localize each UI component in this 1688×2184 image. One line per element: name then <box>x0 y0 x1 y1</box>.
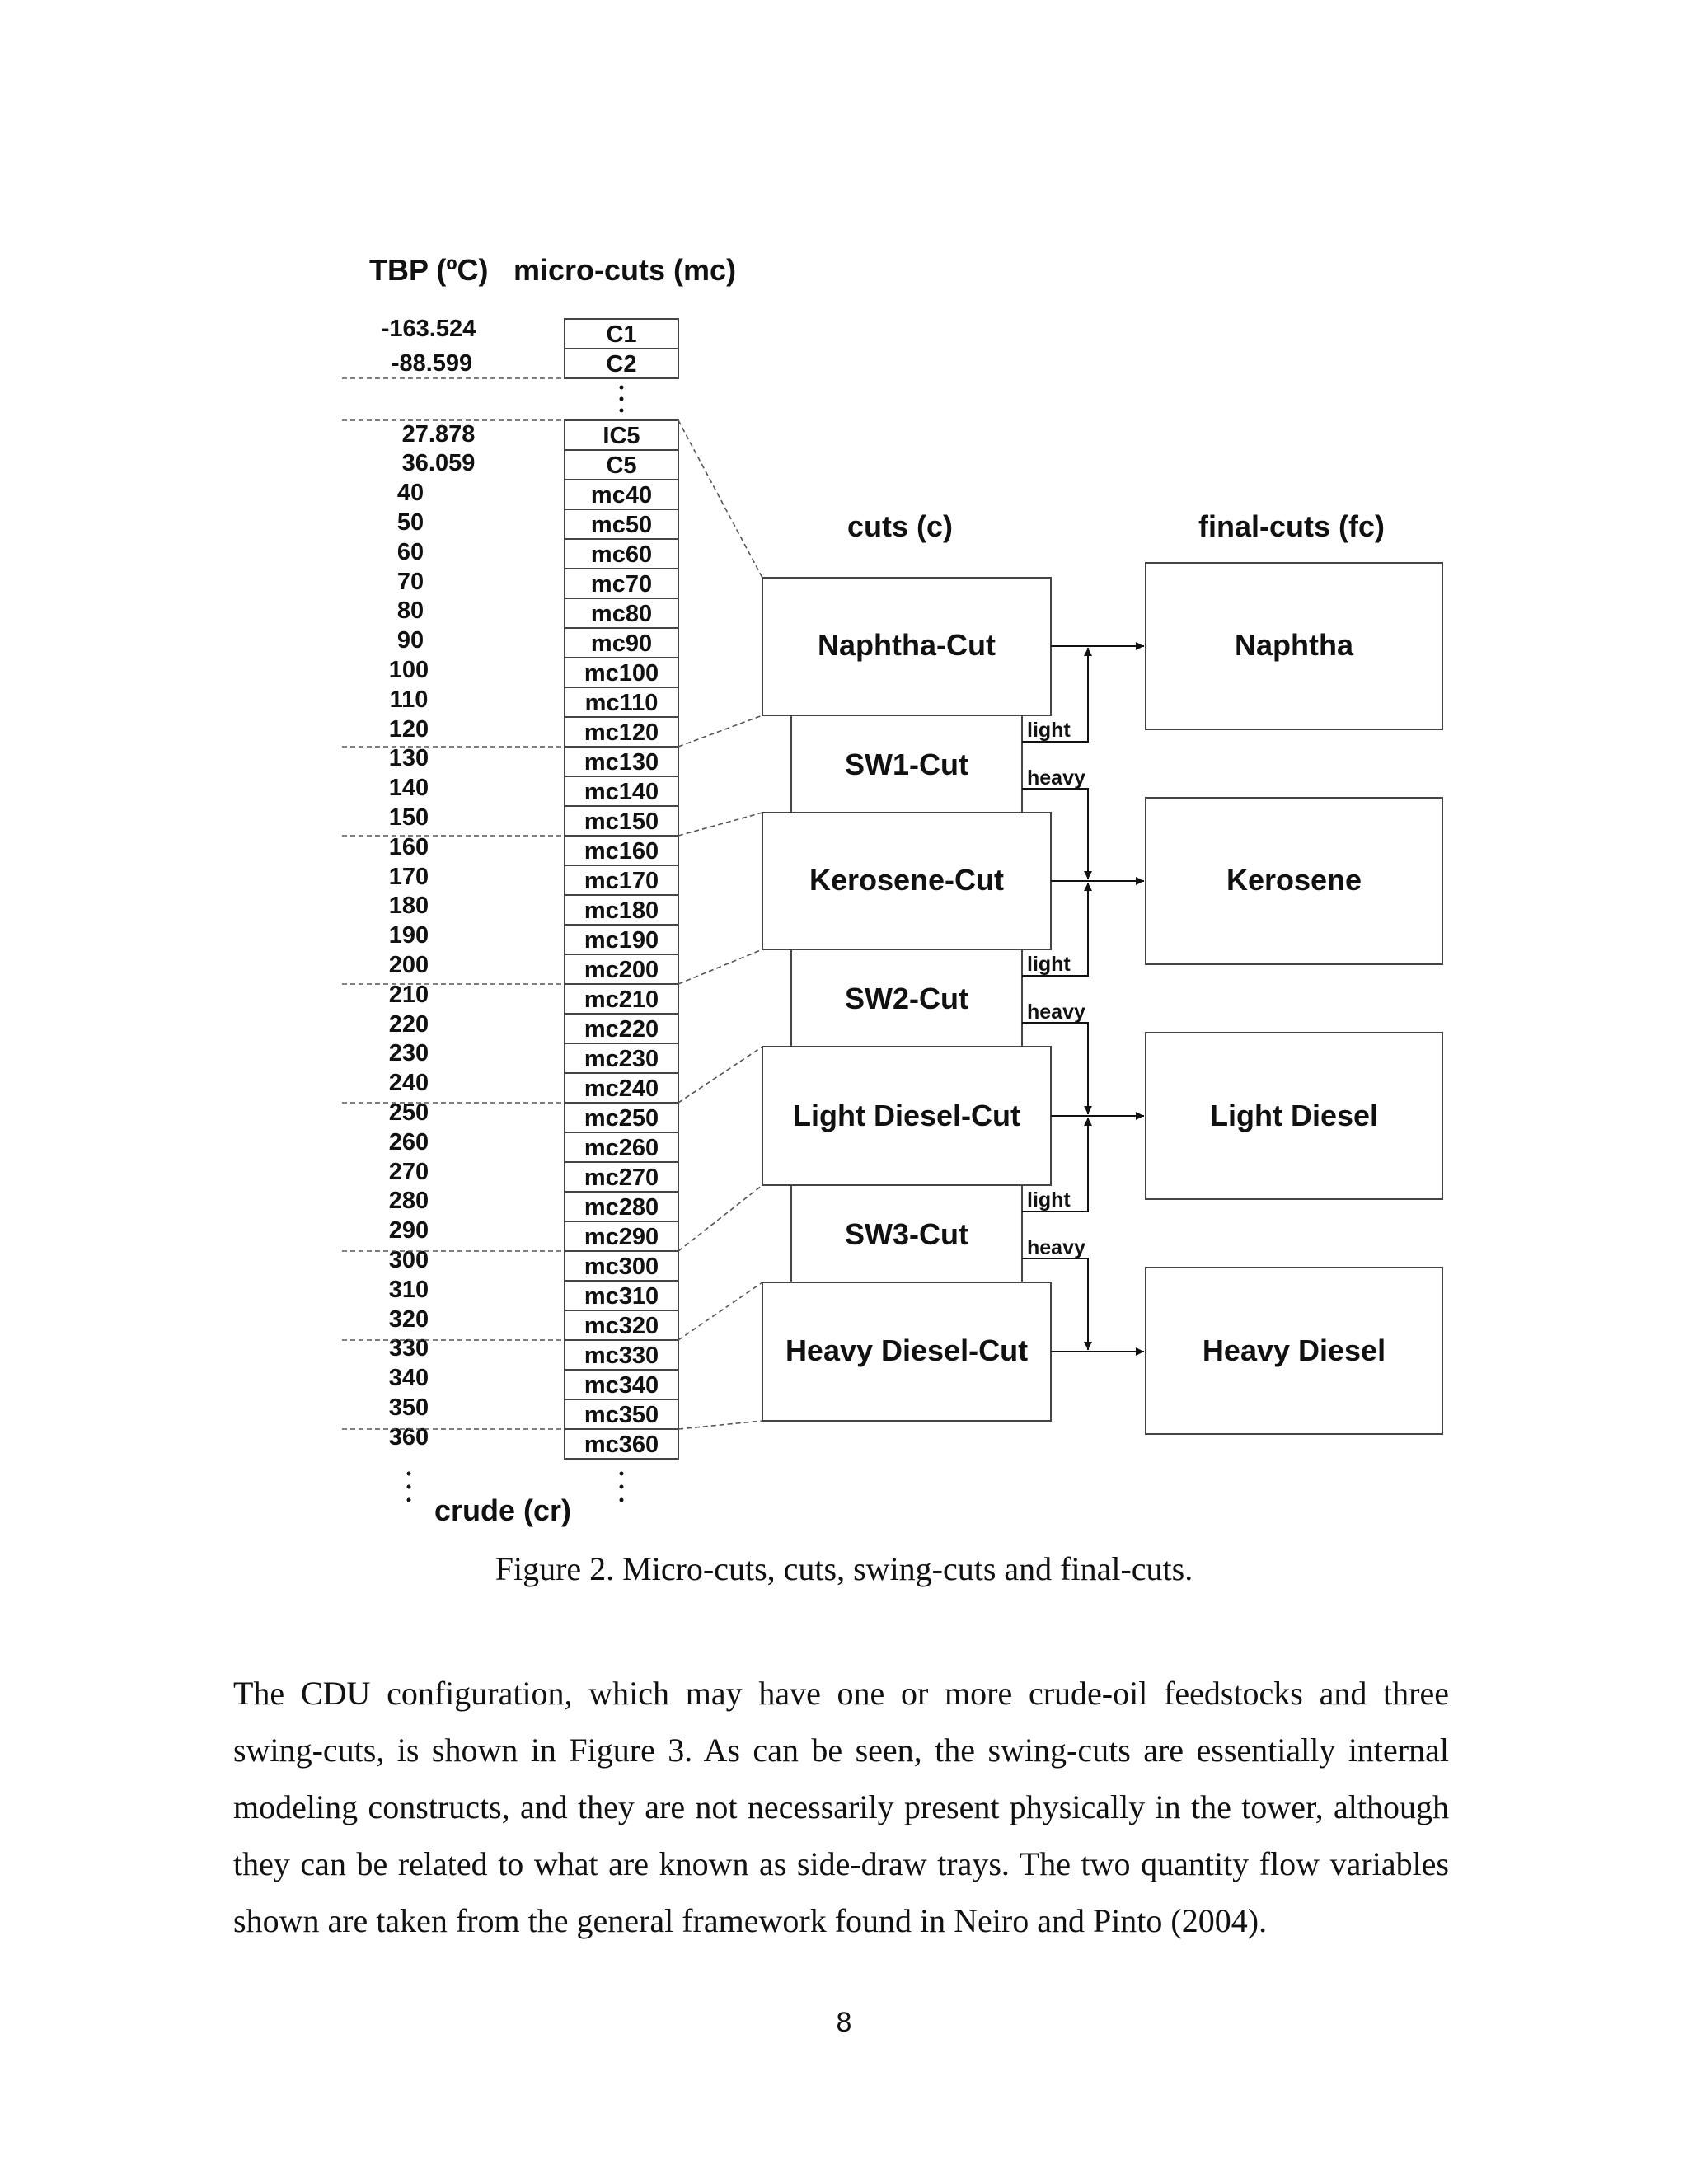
swing-light-label: light <box>1027 1188 1071 1212</box>
microcut-label: mc350 <box>584 1402 659 1428</box>
tbp-value: 100 <box>388 657 429 683</box>
tbp-value: 200 <box>388 952 429 978</box>
microcut-label: mc250 <box>584 1105 659 1132</box>
tbp-value: 130 <box>388 745 429 771</box>
tbp-value: 50 <box>396 509 424 536</box>
tbp-value: 180 <box>388 893 429 919</box>
cut-label: Light Diesel-Cut <box>793 1099 1020 1132</box>
cut-label: Heavy Diesel-Cut <box>785 1333 1029 1367</box>
swing-heavy-label: heavy <box>1027 1236 1085 1259</box>
tbp-value: 110 <box>389 687 429 713</box>
tbp-value: 340 <box>388 1365 429 1391</box>
tbp-value: 320 <box>388 1306 429 1333</box>
cut-label: Kerosene-Cut <box>809 863 1005 897</box>
swing-light-label: light <box>1027 719 1071 742</box>
swing-light-label: light <box>1027 953 1071 976</box>
microcut-label: mc310 <box>584 1283 659 1310</box>
microcut-label: mc140 <box>584 779 659 805</box>
final-cut-label: Kerosene <box>1226 863 1362 897</box>
tbp-value: 310 <box>388 1277 429 1303</box>
final-cut-label: Heavy Diesel <box>1202 1333 1386 1367</box>
tbp-value: 260 <box>388 1129 429 1155</box>
tbp-value: 230 <box>388 1040 429 1066</box>
microcut-label: C2 <box>606 351 637 377</box>
microcut-label: mc50 <box>590 512 653 538</box>
microcuts-header: micro-cuts (mc) <box>513 253 737 287</box>
crude-label: crude (cr) <box>434 1493 572 1527</box>
microcut-label: mc130 <box>584 749 659 776</box>
cut-boundary-lines <box>342 378 565 1429</box>
microcut-label: mc110 <box>584 690 659 716</box>
tbp-value: 330 <box>388 1335 429 1361</box>
tbp-value: 290 <box>388 1217 429 1244</box>
microcut-label: C5 <box>606 452 637 479</box>
microcut-label: mc200 <box>584 957 659 983</box>
page-number: 8 <box>836 2007 852 2038</box>
microcut-label: mc90 <box>590 630 653 657</box>
swing-heavy-label: heavy <box>1027 766 1085 790</box>
tbp-value: 36.059 <box>401 450 476 476</box>
microcut-label: mc100 <box>584 660 659 687</box>
tbp-value: 350 <box>388 1394 429 1421</box>
tbp-value: 210 <box>388 982 429 1008</box>
figure-caption: Figure 2. Micro-cuts, cuts, swing-cuts and final-cuts. <box>495 1550 1193 1587</box>
tbp-value: 300 <box>388 1247 429 1273</box>
finalcuts-header: final-cuts (fc) <box>1198 509 1386 543</box>
microcut-label: mc330 <box>584 1343 659 1369</box>
cuts-header: cuts (c) <box>846 509 954 543</box>
microcut-label: mc40 <box>590 482 653 509</box>
microcut-label: mc210 <box>584 987 659 1013</box>
tbp-value: 250 <box>388 1099 429 1126</box>
tbp-value: -163.524 <box>381 316 476 342</box>
microcut-label: mc240 <box>584 1076 659 1102</box>
microcut-label: mc320 <box>584 1313 659 1339</box>
swing-heavy-label: heavy <box>1027 1001 1085 1024</box>
cut-label: SW2-Cut <box>845 982 968 1015</box>
microcut-label: mc180 <box>584 898 659 924</box>
microcut-label: mc220 <box>584 1016 659 1043</box>
microcut-label: mc290 <box>584 1224 659 1250</box>
microcut-label: C1 <box>606 321 637 348</box>
cut-label: SW3-Cut <box>845 1217 968 1251</box>
tbp-value: 150 <box>388 804 429 831</box>
microcut-label: mc60 <box>590 541 653 568</box>
tbp-value: 120 <box>388 716 429 743</box>
microcut-label: mc270 <box>584 1165 659 1191</box>
tbp-value: 90 <box>396 627 424 654</box>
microcut-label: mc190 <box>584 927 659 954</box>
tbp-value: -88.599 <box>391 350 473 377</box>
body-paragraph: The CDU configuration, which may have one or more crude-oil feedstocks and three swing-cuts, is shown in Figure 3. As can be seen, the swing-cuts are essentially internal modeling constructs, and they are not necessarily present physically in the tower, although they can be related to what are known as side-draw trays. The two quantity flow variables shown are taken from the general framework found in Neiro and Pinto (2004). <box>233 1675 1449 1939</box>
tbp-value: 220 <box>388 1011 429 1038</box>
microcut-label: IC5 <box>603 423 640 449</box>
tbp-value: 70 <box>396 569 424 595</box>
tbp-value: 170 <box>388 864 429 890</box>
microcut-label: mc300 <box>584 1254 659 1280</box>
microcut-label: mc230 <box>584 1046 659 1072</box>
microcut-label: mc80 <box>590 601 653 627</box>
tbp-value: 140 <box>388 775 429 801</box>
microcut-label: mc120 <box>584 719 659 746</box>
tbp-value: 360 <box>388 1424 429 1451</box>
final-cut-label: Light Diesel <box>1209 1099 1379 1132</box>
tbp-value: 240 <box>388 1070 429 1096</box>
microcut-label: mc280 <box>584 1194 659 1221</box>
microcut-label: mc260 <box>584 1135 659 1161</box>
tbp-value: 270 <box>388 1159 429 1185</box>
microcut-label: mc150 <box>584 808 659 835</box>
tbp-value: 280 <box>388 1188 429 1214</box>
microcut-label: mc170 <box>584 868 659 894</box>
tbp-header: TBP (ºC) <box>369 253 489 287</box>
tbp-value: 60 <box>396 539 424 565</box>
tbp-value: 190 <box>388 922 429 949</box>
tbp-value: 160 <box>388 834 429 860</box>
microcut-label: mc360 <box>584 1432 659 1458</box>
microcut-label: mc160 <box>584 838 659 865</box>
tbp-value: 27.878 <box>401 421 476 448</box>
cut-label: Naphtha-Cut <box>818 628 996 662</box>
cut-label: SW1-Cut <box>845 748 968 781</box>
cut-connector-lines <box>678 420 762 1429</box>
final-cut-label: Naphtha <box>1235 628 1353 662</box>
tbp-value: 80 <box>396 598 424 624</box>
tbp-value: 40 <box>396 480 424 506</box>
microcut-label: mc70 <box>590 571 653 598</box>
microcut-label: mc340 <box>584 1372 659 1399</box>
